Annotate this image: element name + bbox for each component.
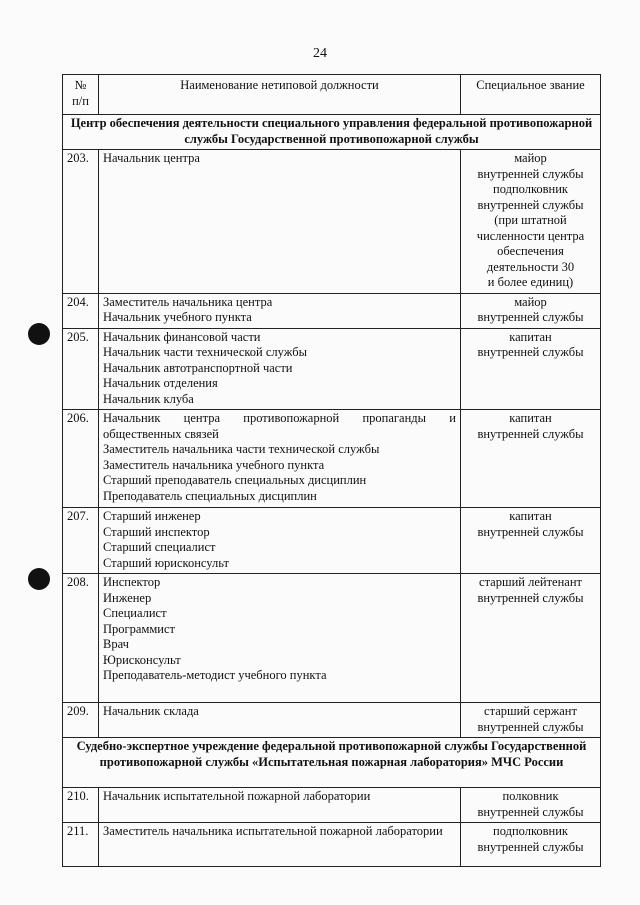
header-position-cell: Наименование нетиповой должности <box>99 75 461 115</box>
rank-line: капитан <box>509 329 552 344</box>
position-name: Преподаватель-методист учебного пункта <box>103 668 327 682</box>
position-name: Начальник учебного пункта <box>103 310 252 324</box>
position-cell <box>99 410 461 508</box>
rank-cell <box>461 788 601 823</box>
position-cell <box>99 328 461 410</box>
rank-line: внутренней службы <box>477 197 584 212</box>
rank-line: майор <box>514 294 547 309</box>
row-number: 203. <box>63 150 99 294</box>
position-name: Начальник испытательной пожарной лаборатории <box>103 789 371 803</box>
rank-cell <box>461 328 601 410</box>
position-name: Инженер <box>103 590 152 605</box>
header-rank-cell: Специальное звание <box>461 75 601 115</box>
rank-line: подполковник <box>493 824 568 838</box>
table-row <box>63 574 601 703</box>
position-name: Начальник части технической службы <box>103 345 307 359</box>
rank-line: и более единиц) <box>487 275 574 289</box>
position-name: Специалист <box>103 606 167 620</box>
position-name: Инспектор <box>103 575 161 589</box>
position-name: Заместитель начальника учебного пункта <box>103 457 325 472</box>
punch-hole-bottom <box>28 568 50 590</box>
positions-table <box>62 74 601 867</box>
row-number: 204. <box>63 293 99 328</box>
position-name: Заместитель начальника центра <box>103 294 273 309</box>
rank-line: обеспечения <box>497 244 564 258</box>
rank-line: внутренней службы <box>477 524 584 539</box>
punch-hole-top <box>28 323 50 345</box>
row-number: 209. <box>63 703 99 738</box>
position-name: Начальник автотранспортной части <box>103 360 293 375</box>
rank-line: майор <box>514 151 547 165</box>
position-name: Начальник центра <box>103 151 200 165</box>
table-row <box>63 788 601 823</box>
rank-line: старший сержант <box>484 704 577 718</box>
rank-line: деятельности 30 <box>486 259 575 274</box>
rank-cell <box>461 150 601 294</box>
position-cell <box>99 574 461 703</box>
table-header-row <box>63 75 601 115</box>
position-cell <box>99 703 461 738</box>
rank-line: внутренней службы <box>477 590 584 605</box>
rank-cell <box>461 823 601 867</box>
rank-line: полковник <box>502 789 559 803</box>
rank-line: подполковник <box>493 182 568 196</box>
rank-cell <box>461 508 601 574</box>
rank-line: численности центра <box>476 228 585 243</box>
rank-line: капитан <box>509 509 552 523</box>
header-number-line1: № <box>74 78 87 92</box>
position-name: Начальник склада <box>103 704 199 718</box>
row-number: 207. <box>63 508 99 574</box>
header-number-line2: п/п <box>72 93 89 108</box>
position-name: Старший специалист <box>103 540 216 554</box>
row-number: 211. <box>63 823 99 867</box>
position-name: Преподаватель специальных дисциплин <box>103 488 317 503</box>
page-number: 24 <box>313 46 327 61</box>
row-number: 206. <box>63 410 99 508</box>
position-cell <box>99 823 461 867</box>
header-number-cell <box>63 75 99 115</box>
table-row <box>63 150 601 294</box>
position-name: Заместитель начальника части технической службы <box>103 442 380 456</box>
row-number: 210. <box>63 788 99 823</box>
table-row <box>63 328 601 410</box>
position-name: Юрисконсульт <box>103 652 181 667</box>
table-row <box>63 703 601 738</box>
rank-line: капитан <box>509 411 552 425</box>
position-name: Начальник отделения <box>103 376 218 390</box>
position-name: Заместитель начальника испытательной пожарной лаборатории <box>103 824 443 838</box>
position-name: Старший инспектор <box>103 524 210 539</box>
position-cell <box>99 293 461 328</box>
position-name: Начальник финансовой части <box>103 329 261 344</box>
rank-cell <box>461 703 601 738</box>
table-row <box>63 508 601 574</box>
rank-line: внутренней службы <box>477 839 584 854</box>
row-number: 205. <box>63 328 99 410</box>
position-name: Начальник центра противопожарной пропаганды и общественных связей <box>103 411 456 441</box>
position-name: Врач <box>103 637 129 651</box>
table-row <box>63 410 601 508</box>
row-number: 208. <box>63 574 99 703</box>
rank-line: внутренней службы <box>477 310 584 324</box>
rank-cell <box>461 574 601 703</box>
position-name: Программист <box>103 621 175 636</box>
section-row <box>63 738 601 788</box>
rank-cell <box>461 410 601 508</box>
rank-line: внутренней службы <box>477 345 584 359</box>
section-title: Центр обеспечения деятельности специального управления федеральной противопожарной службы Государственной противопожарной службы <box>63 115 601 150</box>
rank-line: старший лейтенант <box>479 575 582 589</box>
position-cell <box>99 150 461 294</box>
rank-line: (при штатной <box>494 213 567 227</box>
rank-line: внутренней службы <box>477 719 584 734</box>
table-row <box>63 293 601 328</box>
position-cell <box>99 788 461 823</box>
table-row <box>63 823 601 867</box>
section-row <box>63 115 601 150</box>
position-name: Начальник клуба <box>103 391 194 406</box>
position-name: Старший инженер <box>103 509 201 523</box>
rank-line: внутренней службы <box>477 426 584 441</box>
rank-cell <box>461 293 601 328</box>
position-name: Старший преподаватель специальных дисциплин <box>103 473 367 487</box>
position-cell <box>99 508 461 574</box>
rank-line: внутренней службы <box>477 804 584 819</box>
position-name: Старший юрисконсульт <box>103 555 229 570</box>
section-title: Судебно-экспертное учреждение федеральной противопожарной службы Государственной противопожарной службы «Испытательная пожарная лаборатория» МЧС России <box>63 738 601 788</box>
rank-line: внутренней службы <box>477 166 584 181</box>
